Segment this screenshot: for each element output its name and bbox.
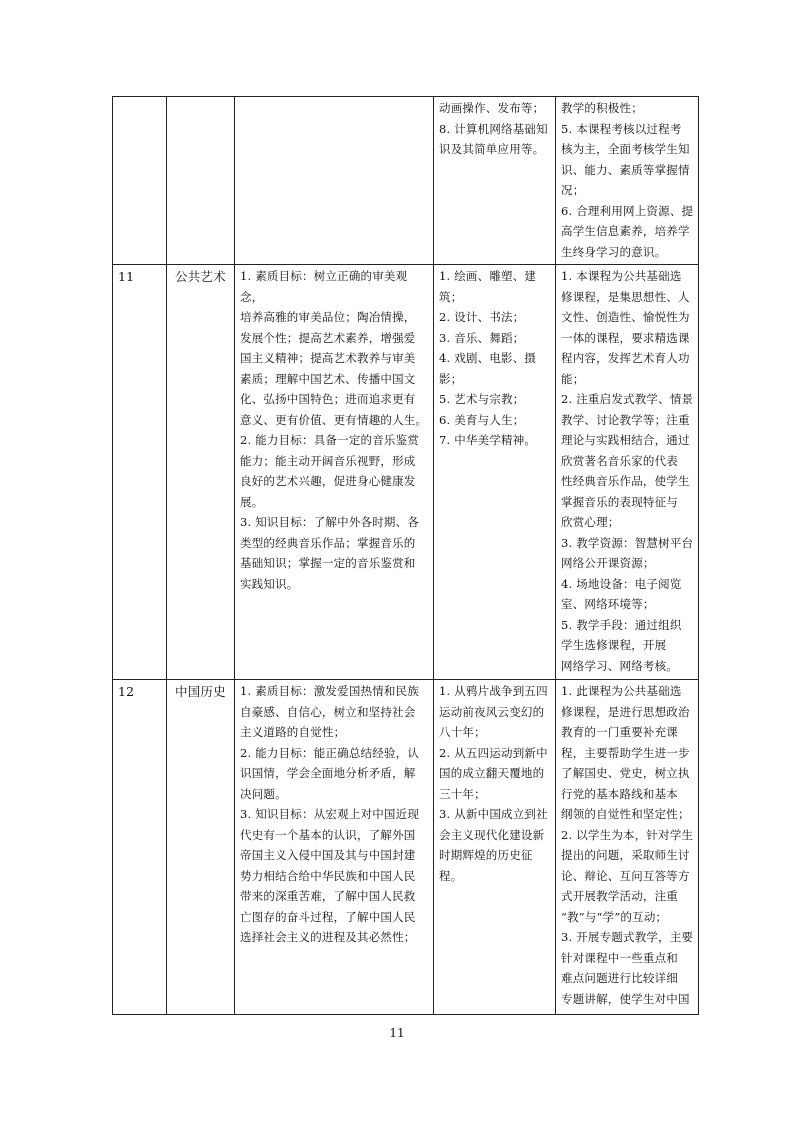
text-line: 了解国史、党史，树立执: [561, 766, 690, 780]
text-line: 亡图存的奋斗过程，了解中国人民: [240, 909, 416, 924]
text-line: 基础知识；掌握一定的音乐鉴赏和: [240, 556, 416, 570]
text-line: 欣赏著名音乐家的代表: [561, 453, 678, 468]
text-line: 4. 戏剧、电影、摄影；: [439, 351, 537, 386]
text-line: 识及其简单应用等。: [439, 142, 545, 156]
teaching-requirements: [556, 97, 699, 265]
text-line: 针对课程中一些重点和: [561, 950, 678, 965]
text-line: 识国情，学会全面地分析矛盾，解: [240, 766, 416, 780]
text-line: 2. 设计、书法；: [439, 310, 525, 324]
text-line: 程内容，发挥艺术育人功: [561, 351, 690, 365]
curriculum-table: [112, 96, 699, 1015]
text-line: 自豪感、自信心，树立和坚持社会: [240, 704, 416, 719]
text-line: 3. 教学资源：智慧树平台: [561, 535, 694, 550]
text-line: 程。: [439, 868, 463, 883]
text-line: 论、辩论、互问互答等方: [561, 868, 690, 883]
course-number: 11: [113, 265, 167, 680]
text-line: 6. 合理利用网上资源、提: [561, 203, 694, 218]
text-line: 8. 计算机网络基础知: [439, 121, 548, 136]
course-content: [434, 265, 556, 680]
text-line: 素质；理解中国艺术、传播中国文: [240, 371, 416, 386]
text-line: 化、弘扬中国特色；进而追求更有: [240, 392, 416, 406]
text-line: 修课程，是集思想性、人: [561, 289, 690, 304]
page-number: 11: [389, 1026, 405, 1040]
text-line: 室、网络环境等；: [561, 597, 655, 611]
text-line: 高学生信息素养，培养学: [561, 224, 690, 238]
text-line: 教育的一门重要补充课: [561, 725, 678, 739]
text-line: 修课程，是进行思想政治: [561, 704, 690, 719]
course-goals: [235, 97, 434, 265]
text-line: 2. 注重启发式教学、情景: [561, 392, 694, 406]
text-line: 带来的深重苦难，了解中国人民救: [240, 889, 416, 903]
course-name: 公共艺术: [167, 265, 235, 680]
text-line: 况；: [561, 183, 585, 197]
text-line: 6. 美育与人生；: [439, 412, 525, 427]
table-body: [113, 97, 699, 1015]
teaching-requirements: [556, 680, 699, 1015]
text-line: 3. 从新中国成立到社: [439, 807, 548, 821]
text-line: 势力相结合给中华民族和中国人民: [240, 868, 416, 883]
text-line: 式开展教学活动，注重: [561, 889, 678, 903]
text-line: 教学的积极性；: [561, 101, 643, 115]
text-line: 能力；能主动开阔音乐视野，形成: [240, 453, 416, 468]
text-line: 4. 场地设备：电子阅览: [561, 576, 682, 591]
text-line: 会主义现代化建设新: [439, 827, 545, 842]
text-line: 行党的基本路线和基本: [561, 786, 678, 801]
text-line: 性经典音乐作品，使学生: [561, 474, 690, 488]
text-line: 5. 本课程考核以过程考: [561, 121, 682, 136]
text-line: 国的成立翻天覆地的: [439, 766, 545, 780]
text-line: 2. 能力目标：具备一定的音乐鉴赏: [240, 433, 420, 447]
course-number: [113, 97, 167, 265]
text-line: 3. 知识目标：从宏观上对中国近现: [240, 807, 420, 821]
table-row: [113, 680, 699, 1015]
text-line: 展。: [240, 494, 264, 509]
text-line: 发展个性；提高艺术素养，增强爱: [240, 330, 416, 345]
course-goals: [235, 680, 434, 1015]
text-line: 良好的艺术兴趣，促进身心健康发: [240, 474, 416, 488]
course-goals: [235, 265, 434, 680]
text-line: 提出的问题，采取师生讨: [561, 848, 690, 862]
table-row: [113, 265, 699, 680]
text-line: 文性、创造性、愉悦性为: [561, 310, 690, 324]
course-content: [434, 97, 556, 265]
text-line: 3. 开展专题式教学，主要: [561, 930, 694, 944]
text-line: 三十年；: [439, 786, 486, 801]
text-line: 理论与实践相结合，通过: [561, 433, 690, 447]
course-content: [434, 680, 556, 1015]
text-line: 2. 从五四运动到新中: [439, 745, 548, 760]
table-row: [113, 97, 699, 265]
text-line: 7. 中华美学精神。: [439, 433, 537, 447]
text-line: 专题讲解，使学生对中国: [561, 991, 690, 1006]
course-name: [167, 97, 235, 265]
text-line: 主义道路的自觉性；: [240, 725, 346, 739]
text-line: 5. 艺术与宗教；: [439, 392, 525, 406]
text-line: 3. 音乐、舞蹈；: [439, 330, 525, 345]
text-line: 国主义精神；提高艺术教养与审美: [240, 351, 416, 365]
text-line: 1. 素质目标：激发爱国热情和民族: [240, 684, 420, 698]
text-line: 实践知识。: [240, 576, 299, 591]
text-line: 网络学习、网络考核。: [561, 658, 678, 673]
text-line: 5. 教学手段：通过组织: [561, 617, 682, 632]
course-name: 中国历史: [167, 680, 235, 1015]
text-line: 3. 知识目标：了解中外各时期、各: [240, 515, 420, 529]
text-line: 能；: [561, 371, 585, 386]
text-line: 教学、讨论教学等；注重: [561, 412, 690, 427]
text-line: 时期辉煌的历史征: [439, 848, 533, 862]
text-line: 生终身学习的意识。: [561, 244, 667, 259]
text-line: 类型的经典音乐作品；掌握音乐的: [240, 535, 416, 550]
text-line: 1. 素质目标：树立正确的审美观念，: [240, 269, 408, 304]
text-line: 1. 从鸦片战争到五四: [439, 684, 548, 698]
text-line: 识、能力、素质等掌握情: [561, 162, 690, 177]
text-line: 1. 绘画、雕塑、建筑；: [439, 269, 537, 304]
text-line: 决问题。: [240, 786, 287, 801]
teaching-requirements: [556, 265, 699, 680]
text-line: 一体的课程，要求精选课: [561, 330, 690, 345]
text-line: 意义、更有价值、更有情趣的人生。: [240, 412, 428, 427]
text-line: 纲领的自觉性和坚定性；: [561, 807, 690, 821]
text-line: 八十年；: [439, 725, 486, 739]
text-line: 2. 能力目标：能正确总结经验，认: [240, 745, 420, 760]
text-line: 难点问题进行比较详细: [561, 971, 678, 985]
course-number: 12: [113, 680, 167, 1015]
text-line: 掌握音乐的表现特征与: [561, 494, 678, 509]
text-line: 帝国主义入侵中国及其与中国封建: [240, 848, 416, 862]
text-line: 培养高雅的审美品位；陶冶情操，: [240, 310, 416, 324]
text-line: “教”与“学”的互动；: [561, 909, 668, 924]
text-line: 核为主，全面考核学生知: [561, 142, 690, 156]
text-line: 网络公开课资源；: [561, 556, 655, 570]
text-line: 运动前夜风云变幻的: [439, 704, 545, 719]
text-line: 动画操作、发布等；: [439, 101, 545, 115]
text-line: 学生选修课程，开展: [561, 638, 667, 652]
text-line: 1. 本课程为公共基础选: [561, 269, 682, 283]
text-line: 程，主要帮助学生进一步: [561, 745, 690, 760]
text-line: 2. 以学生为本，针对学生: [561, 827, 694, 842]
text-line: 欣赏心理；: [561, 515, 620, 529]
text-line: 选择社会主义的进程及其必然性；: [240, 930, 416, 944]
text-line: 1. 此课程为公共基础选: [561, 684, 682, 698]
text-line: 代史有一个基本的认识，了解外国: [240, 827, 416, 842]
